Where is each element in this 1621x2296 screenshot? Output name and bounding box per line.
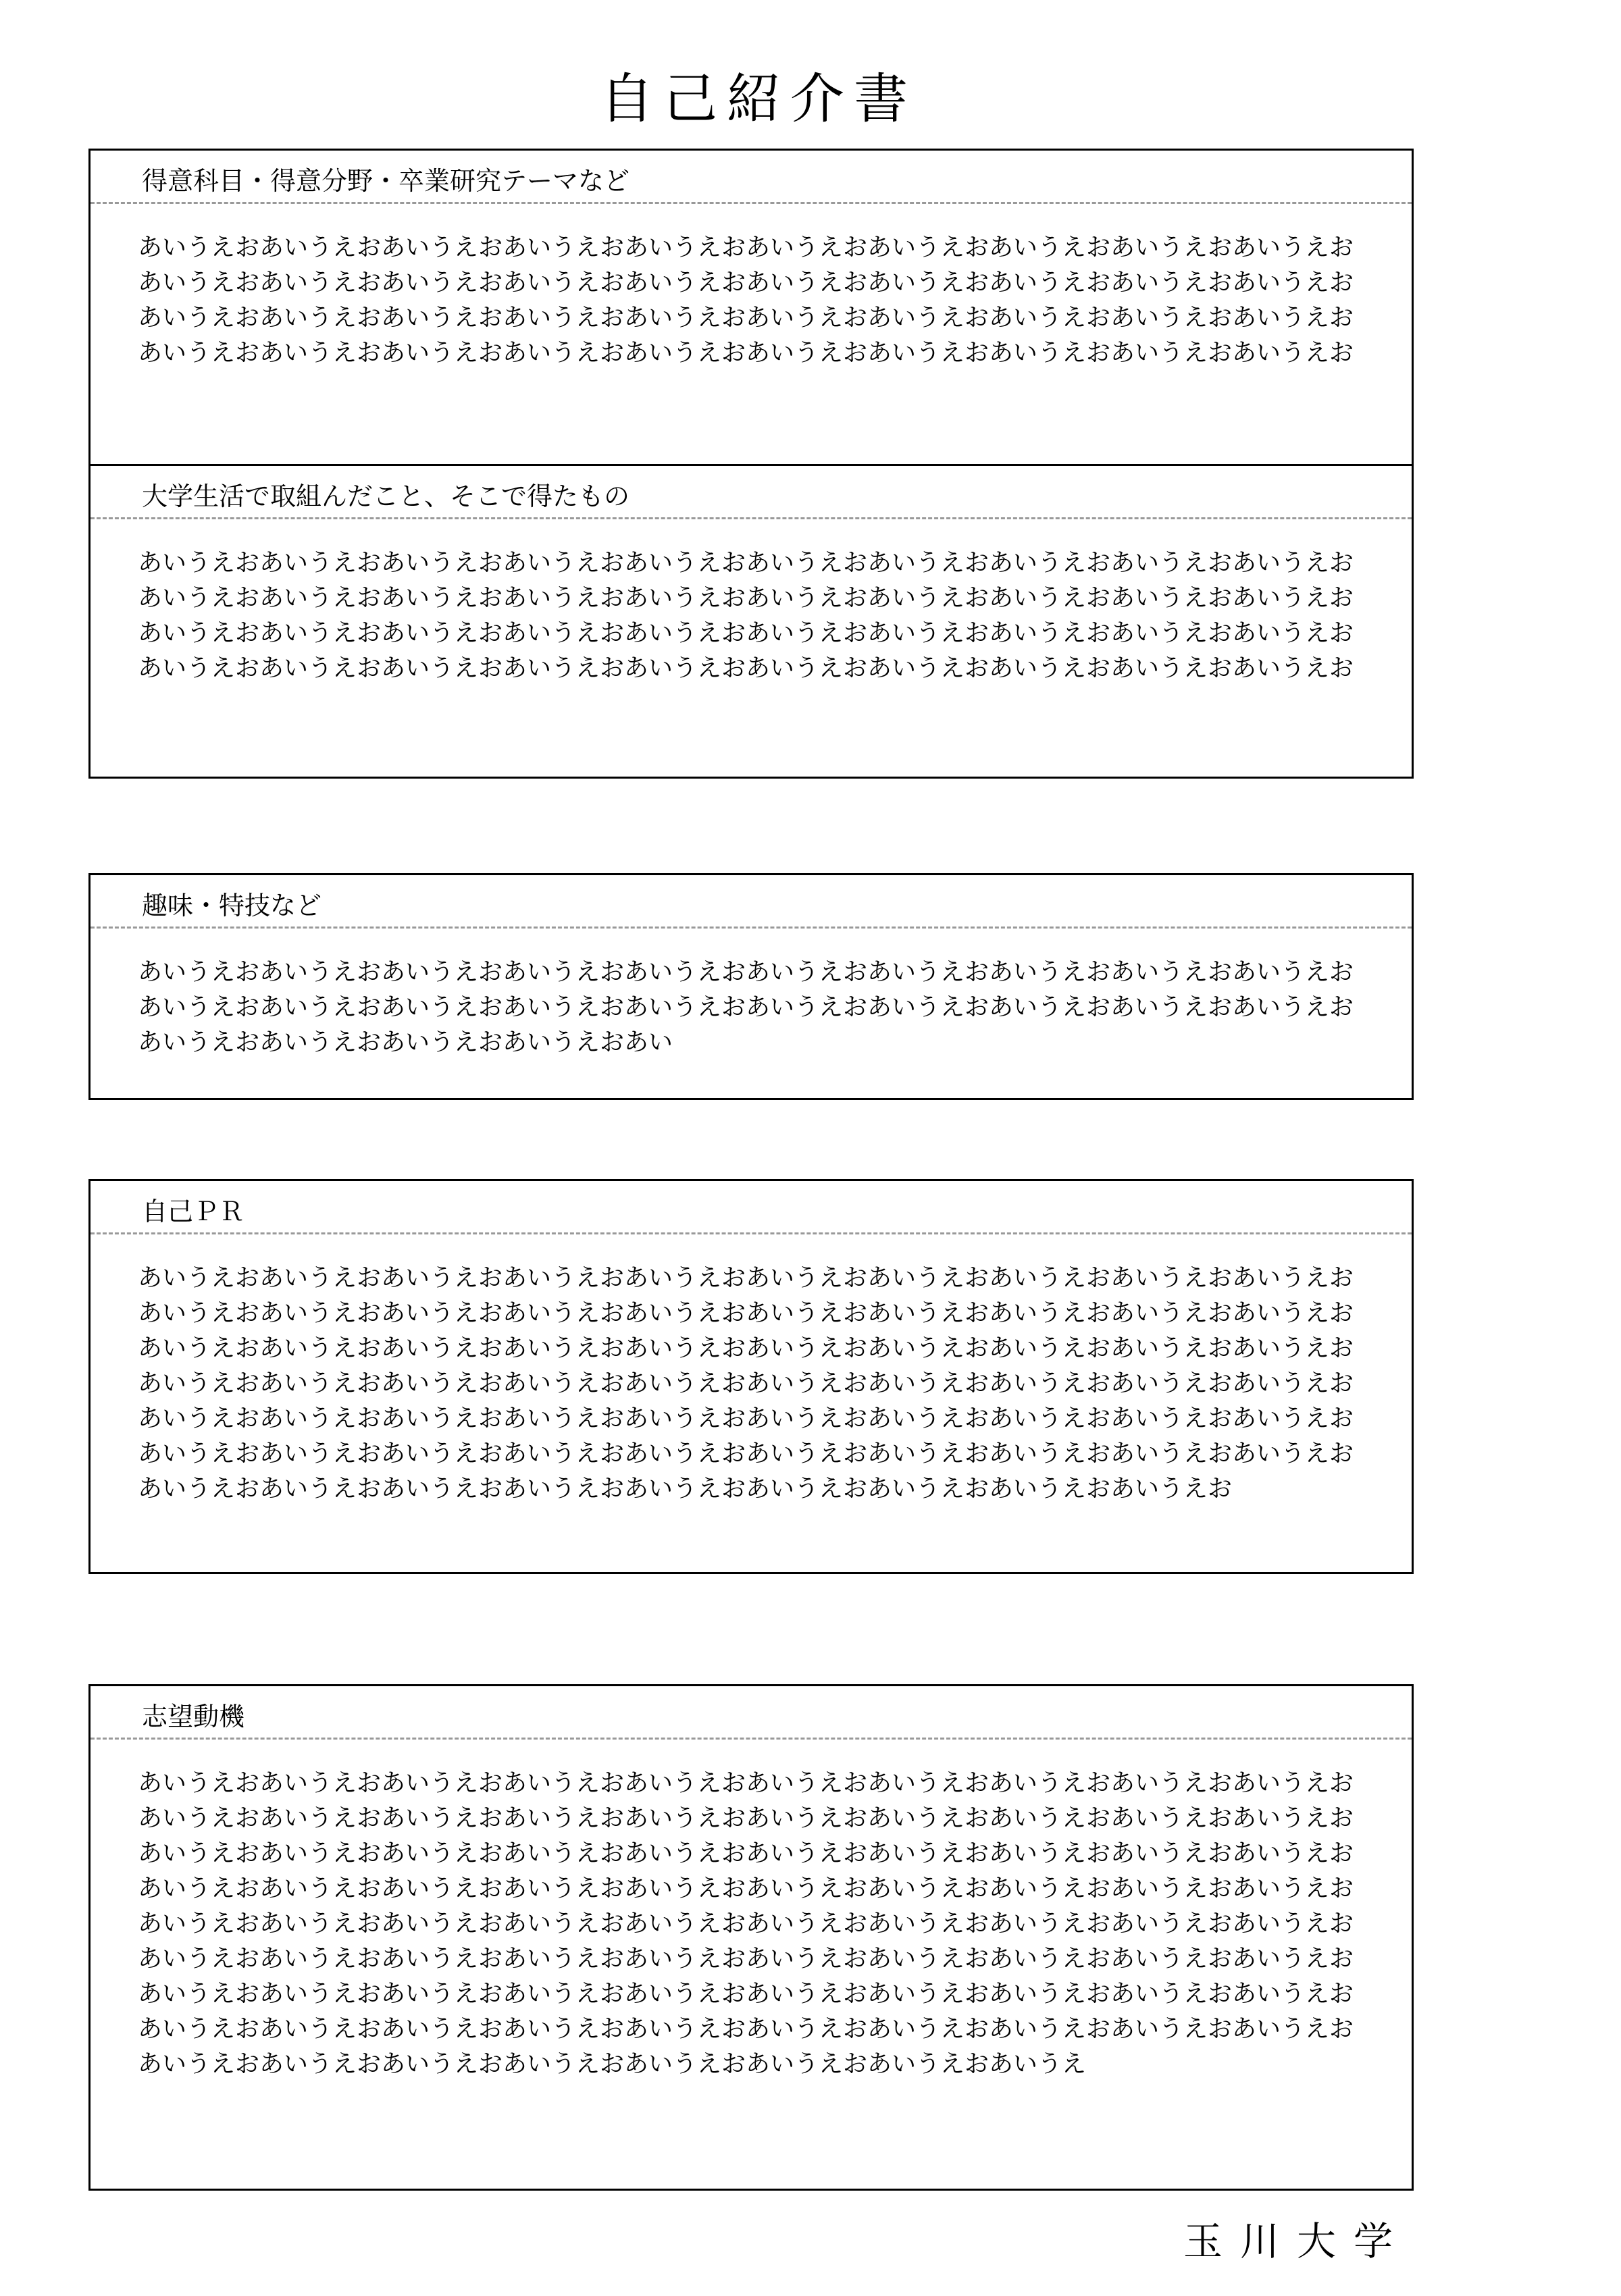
body-line: あいうえおあいうえおあいうえおあいうえおあいうえおあいうえおあいうえおあいうえおあいうえおあいうえお bbox=[138, 619, 1354, 647]
section-label: 自己ＰＲ bbox=[142, 1197, 245, 1226]
section-body bbox=[138, 1766, 1354, 2082]
section-label: 得意科目・得意分野・卒業研究テーマなど bbox=[142, 166, 630, 196]
body-line: あいうえおあいうえおあいうえおあいうえおあいうえおあいうえおあいうえおあいうえおあいうえおあいうえお bbox=[138, 654, 1354, 682]
body-line: あいうえおあいうえおあいうえおあいうえおあいうえおあいうえおあいうえおあいうえおあいうえおあいうえお bbox=[138, 339, 1354, 367]
section-body bbox=[138, 546, 1354, 686]
body-line: あいうえおあいうえおあいうえおあいうえおあいうえおあいうえおあいうえおあいうえおあいうえおあいうえお bbox=[138, 1945, 1354, 1973]
dashed-divider bbox=[91, 1232, 1412, 1234]
dashed-divider bbox=[91, 202, 1412, 204]
university-name: 玉川大学 bbox=[1183, 2218, 1410, 2264]
body-line: あいうえおあいうえおあいうえおあいうえおあいうえおあいうえおあいうえおあいうえおあいうえおあいうえお bbox=[138, 234, 1354, 261]
section-body bbox=[138, 230, 1354, 371]
body-line: あいうえおあいうえおあいうえおあいうえおあいうえおあいうえおあいうえおあいうえおあいうえおあいうえお bbox=[138, 1369, 1354, 1397]
section-label: 志望動機 bbox=[142, 1702, 245, 1731]
section-body bbox=[138, 955, 1354, 1060]
section-university-life bbox=[88, 464, 1414, 779]
section-self-pr bbox=[88, 1179, 1414, 1574]
body-line: あいうえおあいうえおあいうえおあいうえおあいうえおあいうえおあいうえおあいうえおあいうえおあいうえお bbox=[138, 1299, 1354, 1327]
section-strengths bbox=[88, 149, 1414, 466]
body-line: あいうえおあいうえおあいうえおあいうえおあいうえおあいうえおあいうえおあいうえおあいうえおあいうえお bbox=[138, 1264, 1354, 1292]
body-line: あいうえおあいうえおあいうえおあいうえおあいうえおあいうえおあいうえおあいうえおあいうえおあいうえお bbox=[138, 1769, 1354, 1797]
document-title: 自己紹介書 bbox=[600, 68, 917, 130]
body-line: あいうえおあいうえおあいうえおあいうえおあいうえおあいうえおあいうえおあいうえ bbox=[138, 2050, 1087, 2078]
body-line: あいうえおあいうえおあいうえおあいうえおあいうえおあいうえおあいうえおあいうえおあいうえおあいうえお bbox=[138, 2015, 1354, 2043]
body-line: あいうえおあいうえおあいうえおあいうえおあいうえおあいうえおあいうえおあいうえおあいうえおあいうえお bbox=[138, 1840, 1354, 1867]
section-label: 趣味・特技など bbox=[142, 891, 322, 920]
body-line: あいうえおあいうえおあいうえおあいうえおあいうえおあいうえおあいうえおあいうえおあいうえおあいうえお bbox=[138, 584, 1354, 612]
dashed-divider bbox=[91, 517, 1412, 519]
body-line: あいうえおあいうえおあいうえおあいうえおあいうえおあいうえおあいうえおあいうえおあいうえおあいうえお bbox=[138, 1910, 1354, 1937]
body-line: あいうえおあいうえおあいうえおあいうえおあいうえおあいうえおあいうえおあいうえおあいうえおあいうえお bbox=[138, 549, 1354, 577]
section-label: 大学生活で取組んだこと、そこで得たもの bbox=[142, 481, 630, 511]
body-line: あいうえおあいうえおあいうえおあいうえおあいうえおあいうえおあいうえおあいうえおあいうえおあいうえお bbox=[138, 993, 1354, 1021]
body-line: あいうえおあいうえおあいうえおあいうえおあいうえおあいうえおあいうえおあいうえおあいうえおあいうえお bbox=[138, 1875, 1354, 1902]
dashed-divider bbox=[91, 1738, 1412, 1740]
body-line: あいうえおあいうえおあいうえおあいうえおあいうえおあいうえおあいうえおあいうえおあいうえお bbox=[138, 1475, 1233, 1503]
section-hobbies bbox=[88, 873, 1414, 1100]
dashed-divider bbox=[91, 927, 1412, 929]
body-line: あいうえおあいうえおあいうえおあいうえおあいうえおあいうえおあいうえおあいうえおあいうえおあいうえお bbox=[138, 269, 1354, 296]
body-line: あいうえおあいうえおあいうえおあいうえおあいうえおあいうえおあいうえおあいうえおあいうえおあいうえお bbox=[138, 304, 1354, 332]
body-line: あいうえおあいうえおあいうえおあいうえおあいうえおあいうえおあいうえおあいうえおあいうえおあいうえお bbox=[138, 1980, 1354, 2008]
body-line: あいうえおあいうえおあいうえおあいうえおあいうえおあいうえおあいうえおあいうえおあいうえおあいうえお bbox=[138, 1440, 1354, 1467]
body-line: あいうえおあいうえおあいうえおあいうえおあいうえおあいうえおあいうえおあいうえおあいうえおあいうえお bbox=[138, 1804, 1354, 1832]
body-line: あいうえおあいうえおあいうえおあいうえおあいうえおあいうえおあいうえおあいうえおあいうえおあいうえお bbox=[138, 1405, 1354, 1432]
body-line: あいうえおあいうえおあいうえおあいうえおあい bbox=[138, 1028, 673, 1056]
section-motivation bbox=[88, 1684, 1414, 2191]
body-line: あいうえおあいうえおあいうえおあいうえおあいうえおあいうえおあいうえおあいうえおあいうえおあいうえお bbox=[138, 958, 1354, 986]
section-body bbox=[138, 1261, 1354, 1507]
body-line: あいうえおあいうえおあいうえおあいうえおあいうえおあいうえおあいうえおあいうえおあいうえおあいうえお bbox=[138, 1334, 1354, 1362]
